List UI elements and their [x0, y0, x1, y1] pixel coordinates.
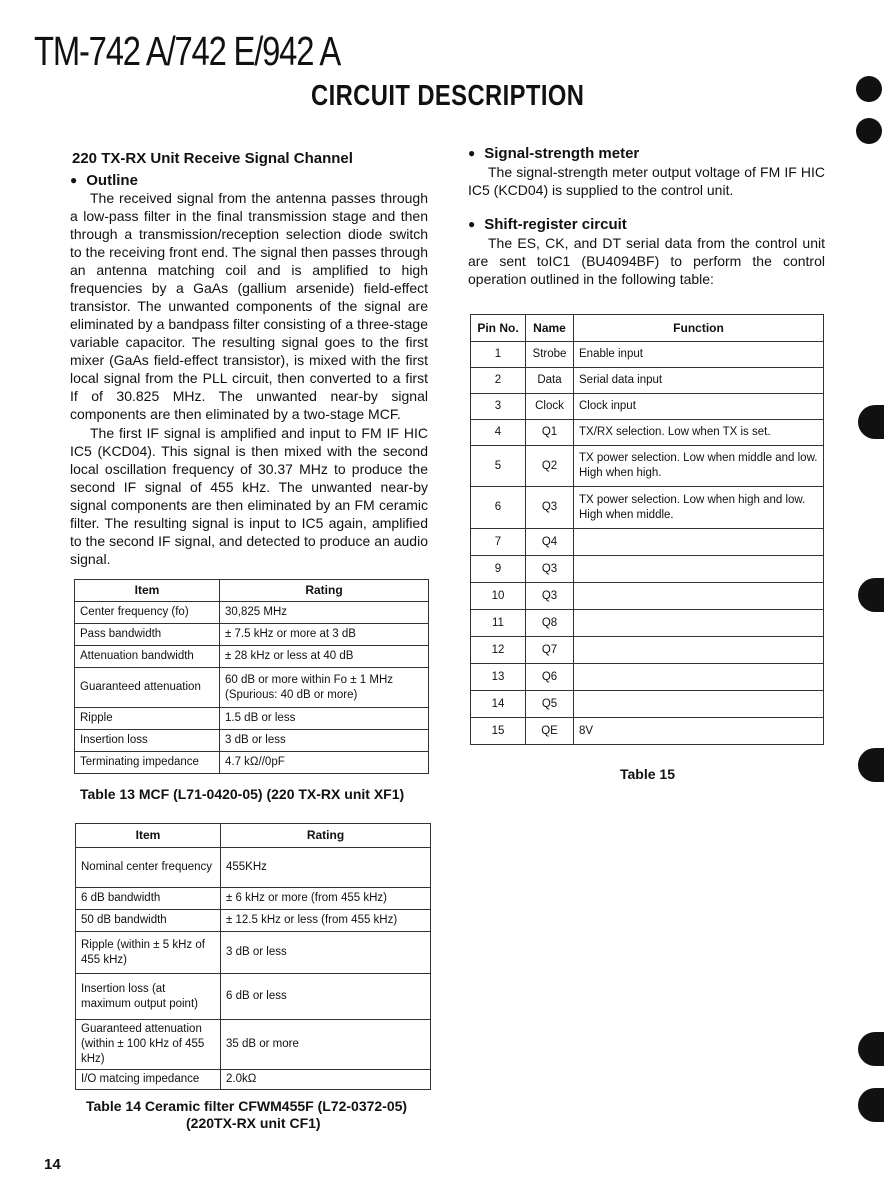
- table-row: [76, 1070, 431, 1090]
- binder-tab-mark: [858, 1032, 884, 1066]
- table-13-cell: Guaranteed attenuation: [75, 668, 220, 708]
- table-15-cell: 15: [471, 718, 526, 745]
- table-13-cell: 3 dB or less: [220, 730, 429, 752]
- table-14-cell: Nominal center frequency: [76, 848, 221, 888]
- table-row: [471, 664, 824, 691]
- table-14-cell: I/O matcing impedance: [76, 1070, 221, 1090]
- table-15-cell: 3: [471, 394, 526, 420]
- shift-register-heading: ● Shift-register circuit: [468, 216, 627, 233]
- table-15-cell: Data: [526, 368, 574, 394]
- table-15-cell: Q8: [526, 610, 574, 637]
- binder-tab-mark: [858, 578, 884, 612]
- section-title: CIRCUIT DESCRIPTION: [311, 80, 585, 112]
- table-15-cell: Q4: [526, 529, 574, 556]
- table-15-cell: Enable input: [574, 342, 824, 368]
- table-14-caption-line2: (220TX-RX unit CF1): [186, 1115, 321, 1131]
- table-13: [74, 579, 429, 774]
- table-14-cell: 6 dB or less: [221, 974, 431, 1020]
- table-row: [471, 394, 824, 420]
- binder-tab-mark: [858, 1088, 884, 1122]
- table-15-cell: [574, 529, 824, 556]
- table-15-header-pin: Pin No.: [471, 315, 526, 342]
- table-15-cell: 1: [471, 342, 526, 368]
- table-14-cell: Guaranteed attenuation (within ± 100 kHz of 455 kHz): [76, 1020, 221, 1070]
- table-15-cell: Clock input: [574, 394, 824, 420]
- binder-hole-mark: [856, 118, 882, 144]
- table-15-caption: Table 15: [620, 766, 675, 782]
- table-15-cell: Q6: [526, 664, 574, 691]
- table-row: [76, 848, 431, 888]
- table-15-header-name: Name: [526, 315, 574, 342]
- table-13-cell: Pass bandwidth: [75, 624, 220, 646]
- table-14-cell: Insertion loss (at maximum output point): [76, 974, 221, 1020]
- page-number: 14: [44, 1156, 61, 1173]
- table-13-cell: Attenuation bandwidth: [75, 646, 220, 668]
- table-row: [471, 583, 824, 610]
- shift-register-paragraph: The ES, CK, and DT serial data from the control unit are sent toIC1 (BU4094BF) to perform the control operation outlined in the following table:: [468, 235, 825, 287]
- table-14-cell: 50 dB bandwidth: [76, 910, 221, 932]
- table-13-cell: ± 7.5 kHz or more at 3 dB: [220, 624, 429, 646]
- table-15-cell: TX/RX selection. Low when TX is set.: [574, 420, 824, 446]
- binder-tab-mark: [858, 748, 884, 782]
- table-13-cell: 60 dB or more within Fo ± 1 MHz (Spurious: 40 dB or more): [220, 668, 429, 708]
- table-15-cell: Q2: [526, 446, 574, 487]
- table-row: [471, 610, 824, 637]
- table-15-cell: [574, 610, 824, 637]
- table-row: [471, 368, 824, 394]
- table-row: [75, 752, 429, 774]
- table-15-cell: Q3: [526, 556, 574, 583]
- table-row: [75, 602, 429, 624]
- table-15-cell: Q7: [526, 637, 574, 664]
- table-row: [471, 529, 824, 556]
- binder-hole-mark: [856, 76, 882, 102]
- table-row: [471, 691, 824, 718]
- table-15-cell: [574, 664, 824, 691]
- table-row: [75, 730, 429, 752]
- table-15-header-function: Function: [574, 315, 824, 342]
- binder-tab-mark: [858, 405, 884, 439]
- receive-heading: 220 TX-RX Unit Receive Signal Channel: [72, 150, 353, 167]
- table-row: [76, 974, 431, 1020]
- table-15-cell: [574, 691, 824, 718]
- table-row: [471, 718, 824, 745]
- table-15-cell: 13: [471, 664, 526, 691]
- table-15-cell: 12: [471, 637, 526, 664]
- table-15-cell: 5: [471, 446, 526, 487]
- outline-paragraph-1: The received signal from the antenna passes through a low-pass filter in the final transmission stage and then through a transmission/reception selection diode switch to the receiving front end. The signal then passes through an antenna matching coil and is amplified to high frequencies by a GaAs (gallium arsenide) field-effect transistor. The unwanted components of the signal are eliminated by a bandpass filter consisting of a three-stage variable capacitor. The resulting signal goes to the first mixer (GaAs field-effect transistor), is mixed with the first local signal from the PLL circuit, then converted to a first If of 30.825 MHz. The unwanted near-by signal components are then eliminated by a two-stage MCF.: [70, 190, 428, 422]
- table-row: [471, 342, 824, 368]
- table-13-cell: Insertion loss: [75, 730, 220, 752]
- table-13-caption: Table 13 MCF (L71-0420-05) (220 TX-RX unit XF1): [80, 786, 405, 802]
- table-row: [471, 556, 824, 583]
- table-row: [471, 420, 824, 446]
- outline-paragraph-2: The first IF signal is amplified and input to FM IF HIC IC5 (KCD04). This signal is then mixed with the second local oscillation frequency of 30.37 MHz to produce the second IF signal of 455 kHz. The unwanted near-by signal components are then eliminated by an FM ceramic filter. The resulting signal is input to IC5 again, amplified to the second IF signal, and detected to produce an audio signal.: [70, 425, 428, 567]
- table-13-cell: 4.7 kΩ//0pF: [220, 752, 429, 774]
- table-row: [76, 1020, 431, 1070]
- table-row: [471, 446, 824, 487]
- table-14: [75, 823, 431, 1090]
- table-13-header-item: Item: [75, 580, 220, 602]
- table-15-cell: TX power selection. Low when middle and low. High when high.: [574, 446, 824, 487]
- table-14-cell: 3 dB or less: [221, 932, 431, 974]
- table-15-cell: [574, 583, 824, 610]
- table-14-cell: 35 dB or more: [221, 1020, 431, 1070]
- table-13-header-rating: Rating: [220, 580, 429, 602]
- table-15-cell: Q3: [526, 487, 574, 529]
- table-15-cell: TX power selection. Low when high and low. High when middle.: [574, 487, 824, 529]
- table-row: [75, 646, 429, 668]
- table-14-cell: 6 dB bandwidth: [76, 888, 221, 910]
- table-15-cell: Clock: [526, 394, 574, 420]
- table-row: [75, 668, 429, 708]
- meter-heading: ● Signal-strength meter: [468, 145, 639, 162]
- table-14-cell: ± 6 kHz or more (from 455 kHz): [221, 888, 431, 910]
- table-15-cell: Serial data input: [574, 368, 824, 394]
- table-15-cell: 10: [471, 583, 526, 610]
- table-15-cell: 9: [471, 556, 526, 583]
- table-row: [76, 910, 431, 932]
- table-row: [76, 888, 431, 910]
- table-14-cell: ± 12.5 kHz or less (from 455 kHz): [221, 910, 431, 932]
- table-row: [75, 624, 429, 646]
- table-row: [471, 487, 824, 529]
- table-15-cell: QE: [526, 718, 574, 745]
- table-row: [76, 932, 431, 974]
- model-title: TM-742 A/742 E/942 A: [34, 28, 341, 74]
- table-row: [471, 637, 824, 664]
- table-15: [470, 314, 824, 745]
- table-15-cell: 4: [471, 420, 526, 446]
- table-14-caption-line1: Table 14 Ceramic filter CFWM455F (L72-0372-05): [86, 1098, 408, 1114]
- table-14-cell: Ripple (within ± 5 kHz of 455 kHz): [76, 932, 221, 974]
- table-13-cell: Terminating impedance: [75, 752, 220, 774]
- table-15-cell: 8V: [574, 718, 824, 745]
- table-15-cell: Q1: [526, 420, 574, 446]
- table-13-cell: 1.5 dB or less: [220, 708, 429, 730]
- table-15-cell: Strobe: [526, 342, 574, 368]
- table-15-cell: 2: [471, 368, 526, 394]
- table-14-header-rating: Rating: [221, 824, 431, 848]
- table-13-cell: Center frequency (fo): [75, 602, 220, 624]
- table-14-cell: 2.0kΩ: [221, 1070, 431, 1090]
- table-row: [75, 708, 429, 730]
- table-14-header-item: Item: [76, 824, 221, 848]
- table-15-cell: Q5: [526, 691, 574, 718]
- table-13-cell: 30,825 MHz: [220, 602, 429, 624]
- table-13-cell: ± 28 kHz or less at 40 dB: [220, 646, 429, 668]
- table-15-cell: [574, 556, 824, 583]
- table-15-cell: Q3: [526, 583, 574, 610]
- table-14-cell: 455KHz: [221, 848, 431, 888]
- table-15-cell: 11: [471, 610, 526, 637]
- outline-heading: ● Outline: [70, 172, 138, 189]
- table-13-cell: Ripple: [75, 708, 220, 730]
- table-15-cell: [574, 637, 824, 664]
- table-15-cell: 14: [471, 691, 526, 718]
- table-15-cell: 7: [471, 529, 526, 556]
- meter-paragraph: The signal-strength meter output voltage of FM IF HIC IC5 (KCD04) is supplied to the control unit.: [468, 164, 825, 198]
- table-15-cell: 6: [471, 487, 526, 529]
